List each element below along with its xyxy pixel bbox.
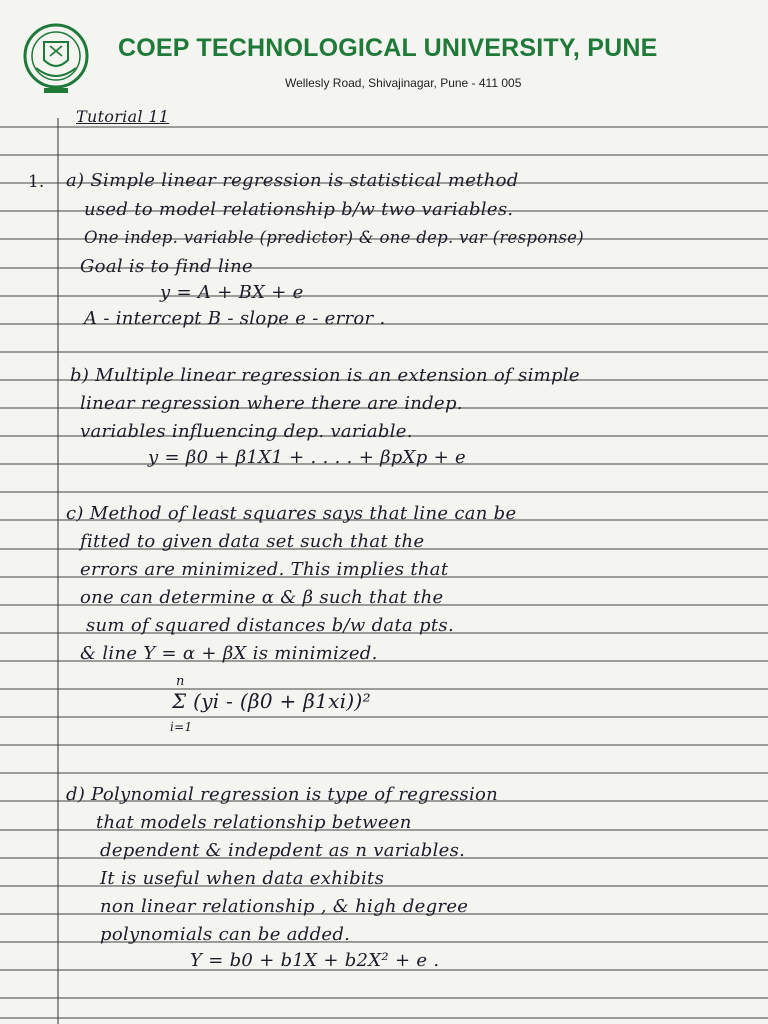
part-a-line: a) Simple linear regression is statistical method bbox=[66, 170, 519, 191]
part-d-line: polynomials can be added. bbox=[100, 924, 351, 945]
part-a-line: One indep. variable (predictor) & one dep. var (response) bbox=[84, 228, 584, 247]
part-d-line: d) Polynomial regression is type of regression bbox=[66, 784, 499, 805]
part-d-line: that models relationship between bbox=[96, 812, 412, 833]
part-b-line: variables influencing dep. variable. bbox=[80, 421, 413, 442]
part-b-line: linear regression where there are indep. bbox=[80, 393, 463, 414]
part-a-line: A - intercept B - slope e - error . bbox=[84, 308, 386, 329]
part-c-line: errors are minimized. This implies that bbox=[80, 559, 449, 580]
part-c-line: & line Y = α + βX is minimized. bbox=[80, 643, 378, 664]
part-d-line: It is useful when data exhibits bbox=[100, 868, 385, 889]
part-b-line: b) Multiple linear regression is an extension of simple bbox=[70, 365, 580, 386]
part-c-line: one can determine α & β such that the bbox=[80, 587, 444, 608]
university-address: Wellesly Road, Shivajinagar, Pune - 411 005 bbox=[285, 76, 522, 90]
part-c-line: fitted to given data set such that the bbox=[80, 531, 425, 552]
part-a-formula: y = A + BX + e bbox=[160, 282, 304, 303]
part-a-line: used to model relationship b/w two variables. bbox=[84, 199, 514, 220]
least-squares-formula: Σ (yi - (β0 + β1xi))² bbox=[172, 689, 371, 713]
part-d-line: dependent & indepdent as n variables. bbox=[100, 840, 466, 861]
polynomial-formula: Y = b0 + b1X + b2X² + e . bbox=[190, 950, 440, 971]
part-c-line: c) Method of least squares says that line can be bbox=[66, 503, 517, 524]
part-a-line: Goal is to find line bbox=[80, 256, 253, 277]
university-name: COEP TECHNOLOGICAL UNIVERSITY, PUNE bbox=[118, 34, 658, 62]
part-c-line: sum of squared distances b/w data pts. bbox=[86, 615, 454, 636]
tutorial-title: Tutorial 11 bbox=[76, 107, 170, 126]
part-b-formula: y = β0 + β1X1 + . . . . + βpXp + e bbox=[148, 447, 466, 468]
question-number: 1. bbox=[28, 172, 45, 192]
sum-upper-limit: n bbox=[176, 674, 185, 689]
sum-lower-limit: i=1 bbox=[170, 720, 193, 734]
part-d-line: non linear relationship , & high degree bbox=[100, 896, 469, 917]
